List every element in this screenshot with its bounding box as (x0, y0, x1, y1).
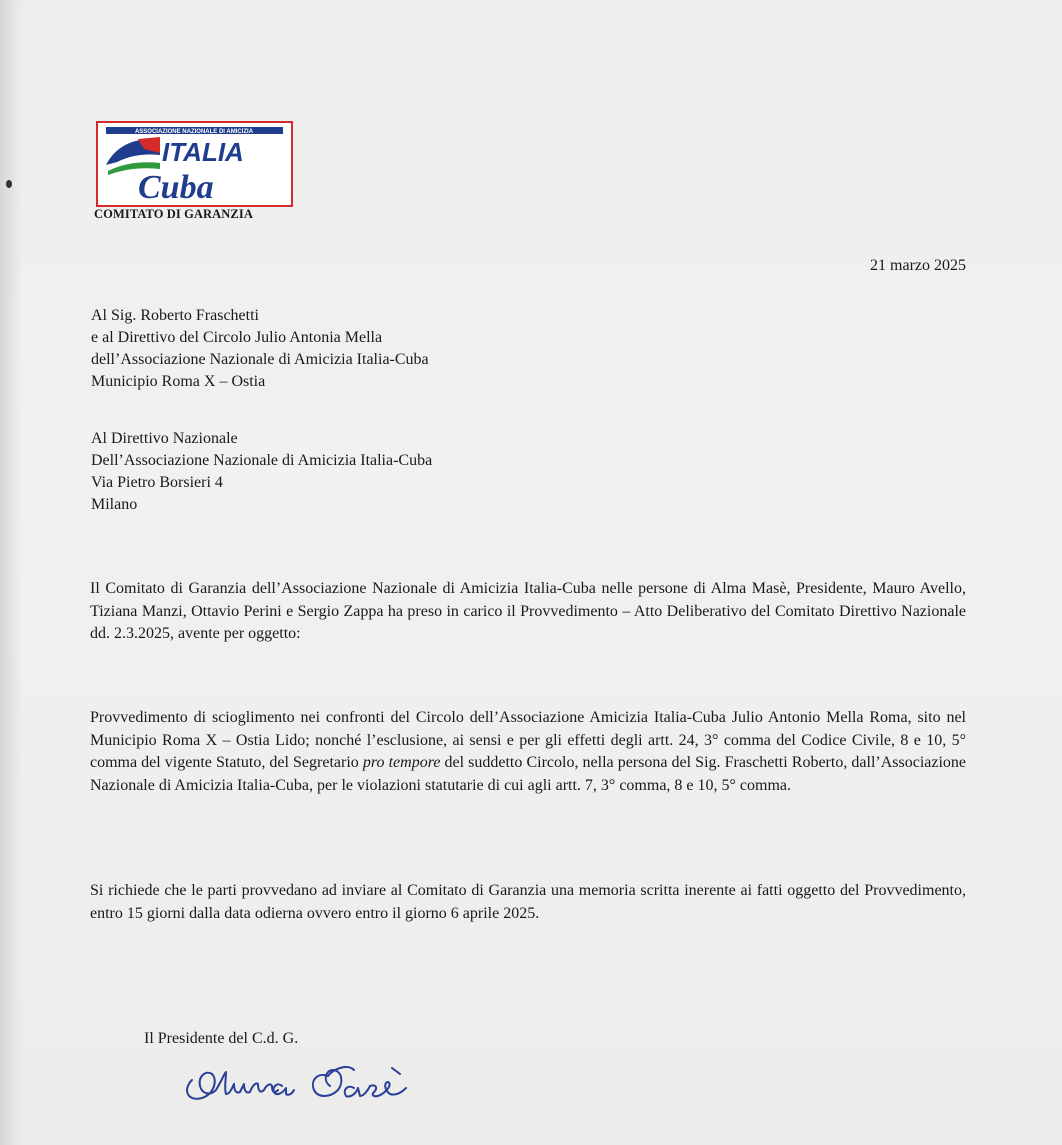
scan-edge-shadow (0, 0, 22, 1145)
address-line: dell’Associazione Nazionale di Amicizia Italia-Cuba (91, 351, 429, 368)
paragraph-text: del suddetto Circolo, nella persona del Sig. Fraschetti Roberto, dall’Associazione Nazionale di Amicizia Italia-Cuba, per le violazioni statutarie di cui agli artt. 7, 3° comma, 8 e 10, 5° comma. (90, 754, 967, 794)
scan-speck (6, 180, 12, 188)
address-line: Dell’Associazione Nazionale di Amicizia Italia-Cuba (91, 452, 433, 469)
logo-brand-cuba: Cuba (138, 169, 214, 205)
italia-cuba-logo (96, 121, 293, 207)
handwritten-signature (178, 1050, 498, 1115)
address-line: Milano (91, 496, 138, 513)
body-paragraph-1: Il Comitato di Garanzia dell’Associazione Nazionale di Amicizia Italia-Cuba nelle persone di Alma Masè, Presidente, Mauro Avello, Tiziana Manzi, Ottavio Perini e Sergio Zappa ha preso in carico il Provvedimento – Atto Deliberativo del Comitato Direttivo Nazionale dd. 2.3.2025, avente per oggetto: (90, 580, 966, 642)
address-line: Municipio Roma X – Ostia (91, 373, 266, 390)
logo-brand-italia: ITALIA (162, 137, 244, 167)
address-line: e al Direttivo del Circolo Julio Antonia Mella (91, 329, 383, 346)
recipient-block-2 (91, 428, 432, 516)
letter-date: 21 marzo 2025 (870, 257, 966, 274)
signoff: Il Presidente del C.d. G. (144, 1030, 299, 1047)
body-paragraph-3: Si richiede che le parti provvedano ad inviare al Comitato di Garanzia una memoria scritta inerente ai fatti oggetto del Provvedimento, entro 15 giorni dalla data odierna ovvero entro il giorno 6 aprile 2025. (90, 882, 966, 922)
italic-phrase: pro tempore (362, 754, 441, 771)
address-line: Al Direttivo Nazionale (91, 430, 238, 447)
body-paragraph-2 (90, 707, 966, 797)
logo-caption: COMITATO DI GARANZIA (94, 207, 253, 221)
logo-association-text: ASSOCIAZIONE NAZIONALE DI AMICIZIA (134, 129, 254, 135)
recipient-block-1 (91, 305, 429, 393)
address-line: Via Pietro Borsieri 4 (91, 474, 223, 491)
paragraph-text: Provvedimento di scioglimento nei confronti del Circolo dell’Associazione Amicizia Italia-Cuba Julio Antonio Mella Roma, sito nel Municipio Roma X – Ostia Lido; nonché l’esclusione, ai sensi e per gli effetti degli artt. 24, 3° comma del Codice Civile, 8 e 10, 5° comma del vigente Statuto, del Segretario (90, 709, 966, 771)
address-line: Al Sig. Roberto Fraschetti (91, 307, 259, 324)
